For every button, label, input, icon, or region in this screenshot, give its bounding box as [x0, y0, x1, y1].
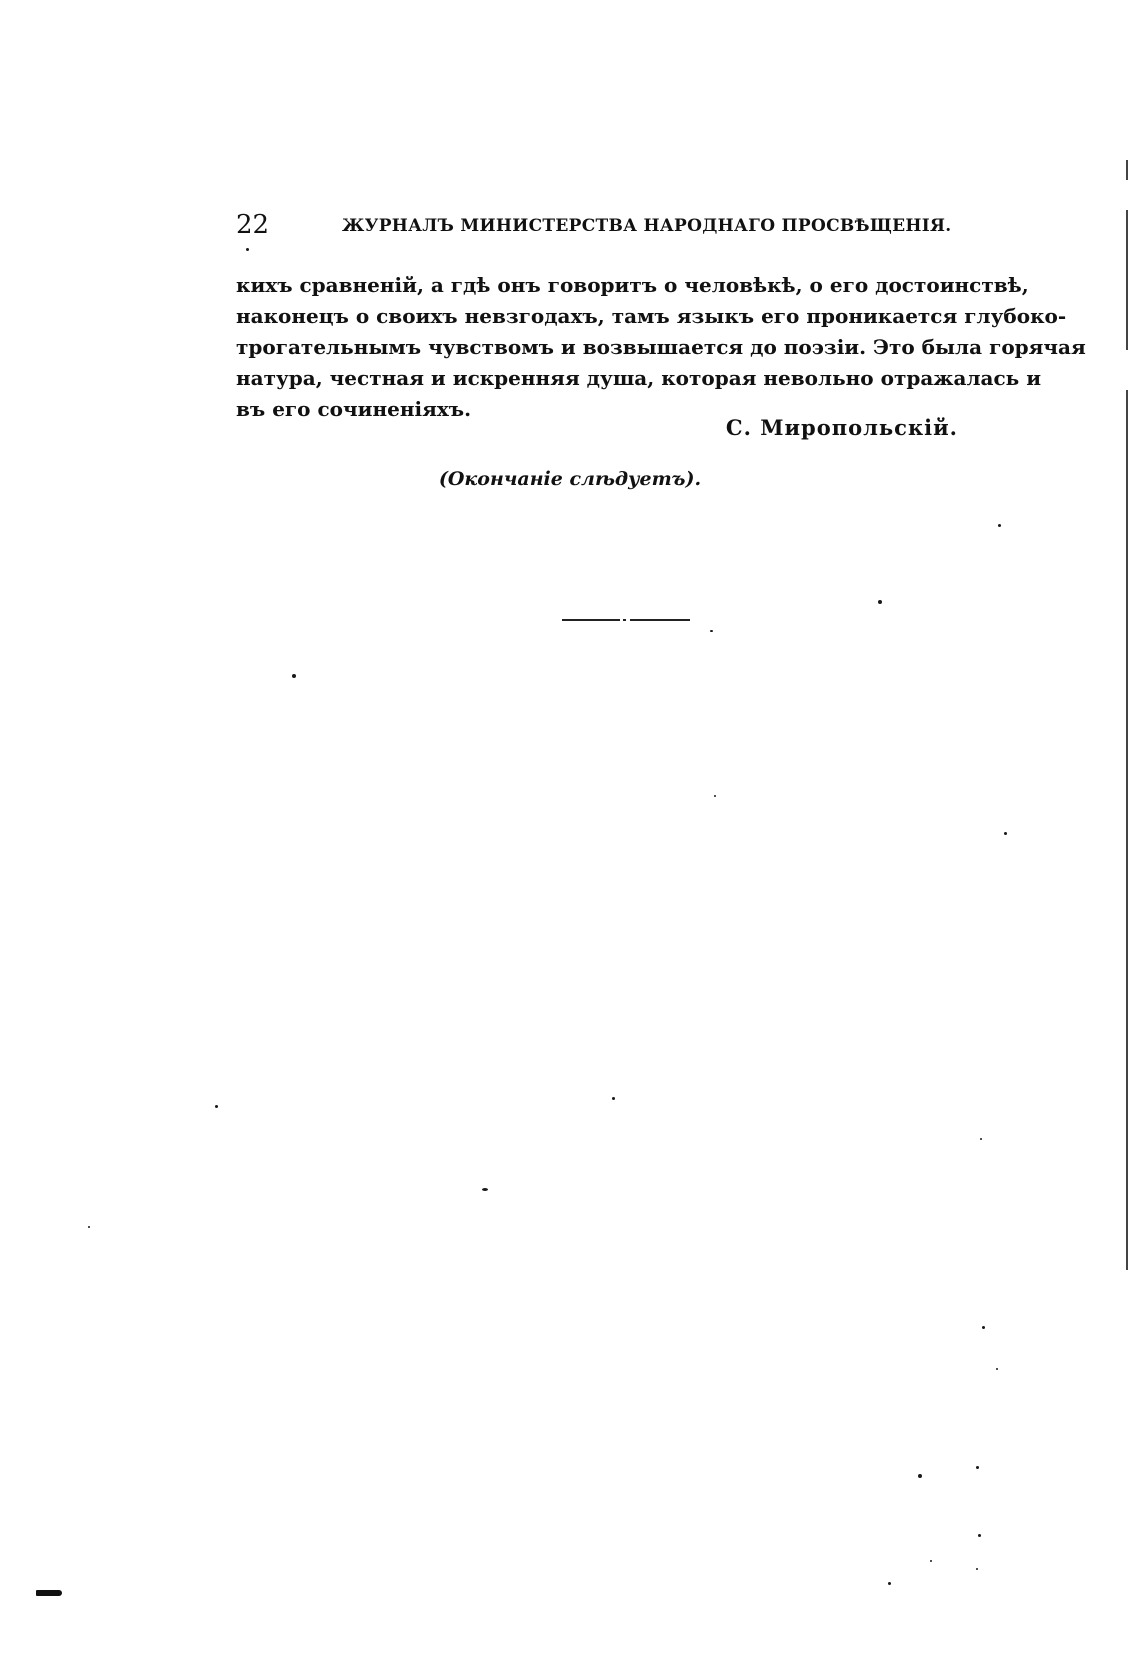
scan-speck	[888, 1582, 891, 1585]
scan-speck	[980, 1138, 982, 1140]
text-line: натура, честная и искренняя душа, которая невольно отражалась и	[236, 366, 1042, 390]
text-line: наконецъ о своихъ невзгодахъ, тамъ языкъ его проникается глубоко-	[236, 304, 1067, 328]
scan-speck	[215, 1105, 218, 1108]
text-line: кихъ сравненій, а гдѣ онъ говоритъ о человѣкѣ, о его достоинствѣ,	[236, 273, 1029, 297]
margin-mark	[36, 1590, 62, 1596]
page-number: 22	[236, 210, 270, 240]
text-line: трогательнымъ чувствомъ и возвышается до поэзіи. Это была горячая	[236, 335, 1086, 359]
scan-speck	[982, 1326, 985, 1329]
scan-speck	[996, 1368, 998, 1370]
scan-speck	[976, 1568, 978, 1570]
separator-rule-left	[562, 619, 620, 621]
scan-speck	[878, 600, 882, 604]
scan-speck	[998, 524, 1001, 527]
scan-speck	[714, 795, 716, 797]
scan-speck	[918, 1474, 922, 1478]
text-line: въ его сочиненіяхъ.	[236, 397, 472, 421]
binding-edge-line	[1126, 210, 1128, 350]
body-paragraph	[236, 270, 1086, 425]
scan-speck	[292, 674, 296, 678]
scan-speck	[246, 248, 249, 251]
scan-speck	[88, 1226, 90, 1228]
scan-speck	[1004, 832, 1007, 835]
section-separator	[562, 619, 690, 621]
separator-dot	[623, 619, 626, 621]
continuation-note: (Окончаніе слѣдуетъ).	[438, 468, 702, 490]
scan-speck	[976, 1466, 979, 1469]
journal-title: ЖУРНАЛЪ МИНИСТЕРСТВА НАРОДНАГО ПРОСВѢЩЕНІЯ.	[342, 216, 952, 236]
scan-speck	[930, 1560, 932, 1562]
author-signature: С. Миропольскій.	[725, 415, 958, 440]
scan-speck	[710, 630, 713, 632]
scan-speck	[482, 1188, 488, 1191]
binding-edge-line	[1126, 390, 1128, 1270]
binding-edge-line	[1126, 160, 1128, 180]
running-head	[236, 210, 1026, 240]
separator-rule-right	[630, 619, 690, 621]
scan-speck	[612, 1097, 615, 1100]
scan-speck	[978, 1534, 981, 1537]
